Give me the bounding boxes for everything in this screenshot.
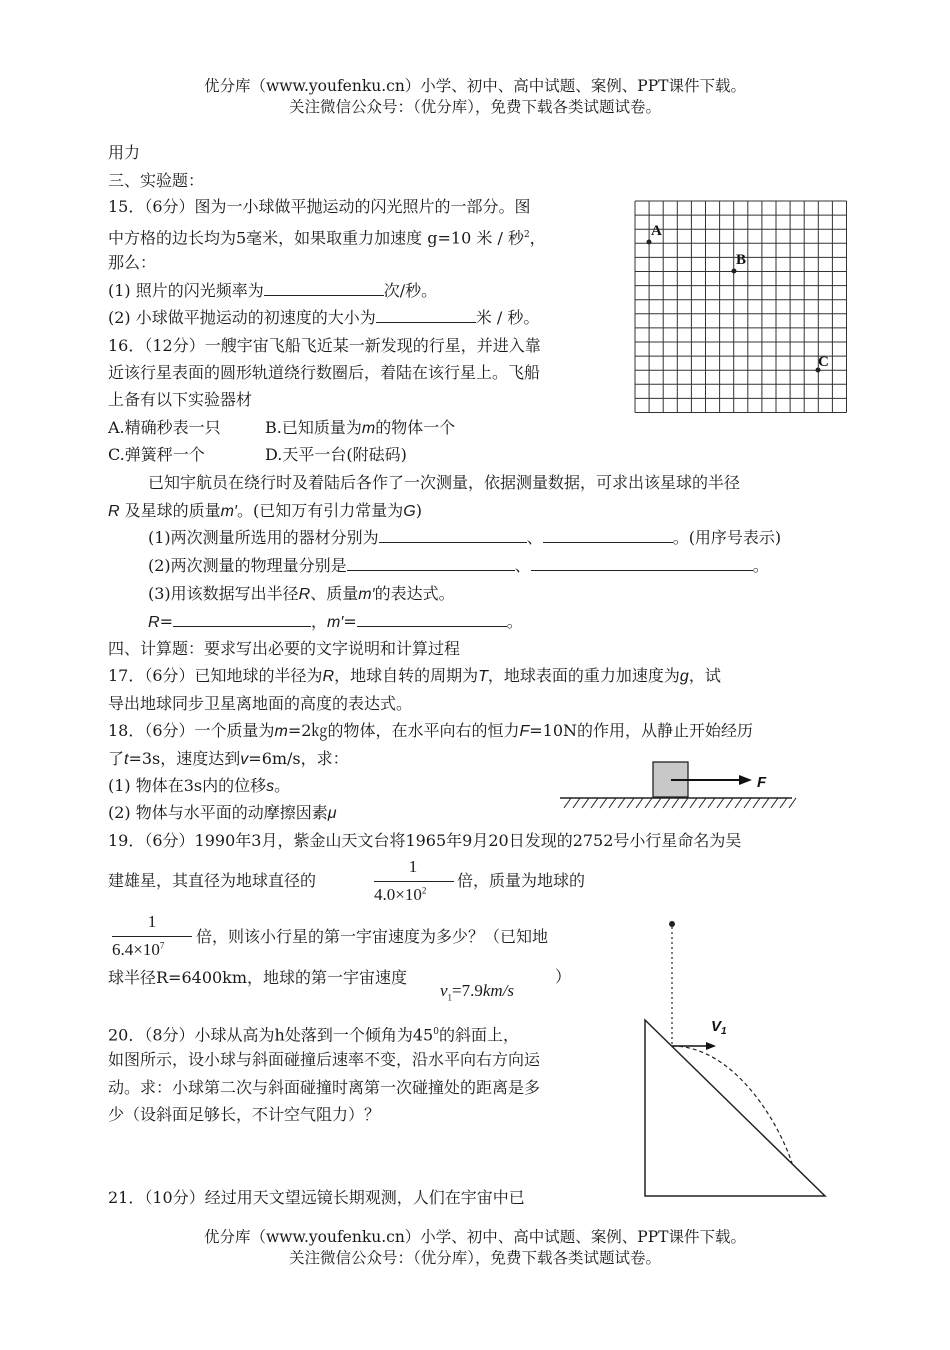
hatch-line: [753, 798, 760, 808]
q18-line-1: [108, 720, 753, 743]
q16-r-blank-1[interactable]: [173, 611, 311, 627]
q17-1b: ，地球自转的周期为: [334, 666, 479, 685]
q16-option-b: [265, 417, 455, 440]
q16-result: [148, 611, 523, 634]
grid-lines: [635, 201, 847, 413]
block-force-figure: [558, 758, 798, 814]
q21-line-1: 21．（10分）经过用天文望远镜长期观测，人们在宇宙中已: [108, 1188, 525, 1207]
q19-v1-sub: 1: [447, 992, 453, 1003]
q16-s3-c: 的表达式。: [374, 584, 455, 603]
ground-hatch: [564, 798, 796, 808]
q19-line-3: 倍，则该小行星的第一宇宙速度为多少？（已知地: [196, 927, 549, 946]
q16-s3-b: 、质量: [310, 584, 359, 603]
q15-p2-prefix: (2) 小球做平抛运动的初速度的大小为: [108, 308, 376, 327]
q15-p1-prefix: (1) 照片的闪光频率为: [108, 281, 264, 300]
q16-p2-d: 。(已知万有引力常量为: [237, 501, 404, 520]
velocity-label-v: V: [711, 1018, 722, 1035]
q19-v1-val: =7.9: [452, 981, 483, 1000]
q18-line-2: [108, 748, 349, 771]
q16-para-1: 已知宇航员在绕行时及着陆后各作了一次测量，依据测量数据，可求出该星球的半径: [148, 473, 741, 492]
q16-option-d: D.天平一台(附砝码): [265, 445, 407, 464]
hatch-line: [609, 798, 616, 808]
q15-p2-suffix: 米 / 秒。: [475, 308, 540, 327]
q16-line-3: 上备有以下实验器材: [108, 390, 253, 409]
q17-1c: ，地球表面的重力加速度为: [487, 666, 680, 685]
page-header-line-2: 关注微信公众号：（优分库），免费下载各类试题试卷。: [288, 98, 661, 116]
hatch-line: [645, 798, 652, 808]
q19-line-2b: 倍，质量为地球的: [457, 871, 586, 890]
hatch-line: [618, 798, 625, 808]
section-4-title: 四、计算题：要求写出必要的文字说明和计算过程: [108, 639, 461, 658]
q16-optb-m: m: [361, 420, 376, 437]
q17-R: R: [322, 668, 335, 685]
hatch-line: [681, 798, 688, 808]
q18-p1a: (1) 物体在3s内的位移: [108, 776, 267, 795]
velocity-label-sub: 1: [721, 1026, 727, 1037]
q18-2c: =6m/s，求：: [248, 749, 349, 768]
q18-p2a: (2) 物体与水平面的动摩擦因素: [108, 803, 328, 822]
hatch-line: [672, 798, 679, 808]
q19-v1-unit: km/s: [482, 981, 515, 1000]
q18-p1b: 。: [274, 776, 291, 795]
force-arrow-head: [739, 775, 752, 785]
q16-r-end: 。: [506, 612, 523, 631]
q16-sub-2: [148, 555, 769, 577]
page-footer-line-2: 关注微信公众号：（优分库），免费下载各类试题试卷。: [288, 1249, 661, 1267]
q17-line-1: [108, 665, 721, 688]
q17-1a: 17．（6分）已知地球的半径为: [108, 666, 323, 685]
q17-1d: ，试: [688, 666, 721, 685]
hatch-line: [726, 798, 733, 808]
point-b-label: B: [736, 252, 747, 268]
q20-sup: 0: [433, 1027, 439, 1037]
q16-option-c: C.弹簧秤一个: [108, 445, 205, 464]
hatch-line: [762, 798, 769, 808]
hatch-line: [690, 798, 697, 808]
q19-frac1-den-exp: 2: [421, 885, 427, 896]
q16-r-m: m′: [326, 614, 344, 631]
hatch-line: [591, 798, 598, 808]
q18-1c: =10N的作用，从静止开始经历: [529, 721, 754, 740]
q16-p2-m: m′: [220, 503, 237, 520]
q19-frac1-num: 1: [408, 857, 418, 876]
q16-r-eq1: =: [159, 612, 173, 631]
q15-line-1: 15．（6分）图为一小球做平抛运动的闪光照片的一部分。图: [108, 197, 531, 216]
q16-line-1: 16．（12分）一艘宇宙飞船飞近某一新发现的行星，并进入靠: [108, 336, 541, 355]
hatch-line: [699, 798, 706, 808]
incline-figure: [636, 916, 836, 1200]
section-3-title: 三、实验题：: [108, 171, 205, 190]
hatch-line: [735, 798, 742, 808]
q16-r-eq2: =: [343, 612, 357, 631]
hatch-line: [717, 798, 724, 808]
q17-T: T: [478, 668, 488, 685]
q19-frac1-den-base: 4.0×10: [374, 885, 422, 904]
hatch-line: [780, 798, 787, 808]
q16-r-R: R: [148, 614, 160, 631]
q17-line-2: 导出地球同步卫星离地面的高度的表达式。: [108, 694, 413, 713]
q18-part-1: [108, 775, 290, 798]
q18-mu: μ: [327, 805, 337, 822]
q16-r-blank-2[interactable]: [357, 611, 507, 627]
q16-s3-R: R: [298, 586, 311, 603]
q19-close-paren: ）: [555, 967, 572, 986]
q15-line-2b: ，: [529, 228, 546, 248]
q16-line-2: 近该行星表面的圆形轨道绕行数圈后，着陆在该行星上。飞船: [108, 363, 541, 382]
q20-line-4: 少（设斜面足够长，不计空气阻力）？: [108, 1105, 381, 1124]
q16-s2-b: 。: [752, 556, 769, 575]
q16-optb-1: B.已知质量为: [265, 418, 362, 437]
q19-frac2-num: 1: [147, 912, 157, 931]
q20-1a: 20．（8分）小球从高为h处落到一个倾角为45: [108, 1025, 434, 1045]
q16-p2-G: G: [403, 503, 416, 520]
hatch-line: [771, 798, 778, 808]
q16-option-a: A.精确秒表一只: [108, 418, 221, 437]
hatch-line: [708, 798, 715, 808]
q16-s1-blank-1[interactable]: [379, 527, 527, 543]
q16-optb-2: 的物体一个: [375, 418, 456, 437]
q16-s2-blank-1[interactable]: [347, 555, 515, 571]
q16-p2-f: ): [415, 501, 422, 520]
hatch-line: [582, 798, 589, 808]
q15-line-3: 那么：: [108, 253, 157, 272]
q20-line-1: [108, 1021, 519, 1046]
q19-line-1: 19．（6分）1990年3月，紫金山天文台将1965年9月20日发现的2752号小行星命名为吴: [108, 831, 742, 850]
q15-part-1: [108, 280, 437, 302]
hatch-line: [636, 798, 643, 808]
hatch-line: [789, 798, 796, 808]
q19-v1-formula: [440, 980, 514, 1008]
q19-line-2a: 建雄星，其直径为地球直径的: [108, 871, 317, 890]
q19-frac2-bar: [112, 936, 192, 937]
hatch-line: [654, 798, 661, 808]
hatch-line: [627, 798, 634, 808]
point-a-label: A: [651, 223, 662, 239]
q19-frac1-den: [374, 885, 426, 905]
q15-p2-blank[interactable]: [376, 307, 476, 323]
hatch-line: [744, 798, 751, 808]
q16-s1-blank-2[interactable]: [543, 527, 673, 543]
q18-2a: 了: [108, 749, 125, 768]
q16-p2-R: R: [108, 503, 120, 520]
q17-g: g: [679, 668, 689, 685]
point-b-dot: [732, 269, 737, 274]
q16-para-2: [108, 500, 422, 523]
q19-frac1-bar: [374, 881, 454, 882]
q18-s: s: [266, 778, 275, 795]
q16-s1-sep: 、: [526, 528, 543, 547]
q20-1b: 的斜面上，: [438, 1025, 519, 1045]
q16-sub-3: [148, 583, 455, 606]
text-yongli: 用力: [108, 143, 141, 162]
page-header-line-1: 优分库（www.youfenku.cn）小学、初中、高中试题、案例、PPT课件下载。: [203, 77, 747, 95]
q19-v1: v: [440, 981, 448, 1000]
velocity-arrow-head: [706, 1042, 716, 1050]
q16-s3-a: (3)用该数据写出半径: [148, 584, 299, 603]
hatch-line: [573, 798, 580, 808]
q18-t: t: [124, 751, 129, 768]
hatch-line: [564, 798, 571, 808]
q15-line-2: [108, 224, 546, 249]
hatch-line: [663, 798, 670, 808]
hatch-line: [600, 798, 607, 808]
q20-line-2: 如图所示，设小球与斜面碰撞后速率不变，沿水平向右方向运: [108, 1050, 541, 1069]
q16-p2-b: 及星球的质量: [124, 501, 221, 520]
q18-m: m: [274, 723, 288, 740]
q18-2b: =3s，速度达到: [128, 749, 241, 768]
q16-s2-sep: 、: [514, 556, 531, 575]
q19-frac2-den-exp: 7: [159, 940, 165, 951]
flash-photo-grid-figure: [630, 196, 854, 418]
ball: [669, 921, 675, 927]
point-a-dot: [647, 240, 652, 245]
q16-s1-b: 。(用序号表示): [672, 528, 782, 547]
q16-s3-m: m′: [358, 586, 375, 603]
q15-p1-blank[interactable]: [264, 280, 384, 296]
q18-part-2: [108, 802, 337, 825]
q19-line-4: 球半径R=6400km，地球的第一宇宙速度: [108, 968, 408, 987]
q15-line-2-sup: 2: [523, 230, 530, 240]
q18-1b: =2㎏的物体，在水平向右的恒力: [287, 721, 520, 740]
q16-s1-a: (1)两次测量所选用的器材分别为: [148, 528, 379, 547]
q15-part-2: [108, 307, 539, 329]
q16-r-comma: ，: [310, 612, 327, 631]
q16-s2-blank-2[interactable]: [531, 555, 753, 571]
q15-line-2a: 中方格的边长均为5毫米，如果取重力加速度 g=10 米 / 秒: [108, 228, 524, 248]
q19-frac2-den: [112, 940, 164, 960]
q19-frac2-den-base: 6.4×10: [112, 940, 160, 959]
q18-v: v: [240, 751, 249, 768]
page-footer-line-1: 优分库（www.youfenku.cn）小学、初中、高中试题、案例、PPT课件下载。: [203, 1228, 747, 1246]
force-label: F: [757, 774, 767, 791]
q20-line-3: 动。求：小球第二次与斜面碰撞时离第一次碰撞处的距离是多: [108, 1078, 541, 1097]
velocity-label: [711, 1018, 727, 1037]
q16-s2-a: (2)两次测量的物理量分别是: [148, 556, 347, 575]
q15-p1-suffix: 次/秒。: [383, 281, 438, 300]
q18-1a: 18．（6分）一个质量为: [108, 721, 275, 740]
q18-F: F: [519, 723, 530, 740]
q16-sub-1: [148, 527, 781, 549]
point-c-label: C: [818, 354, 829, 370]
